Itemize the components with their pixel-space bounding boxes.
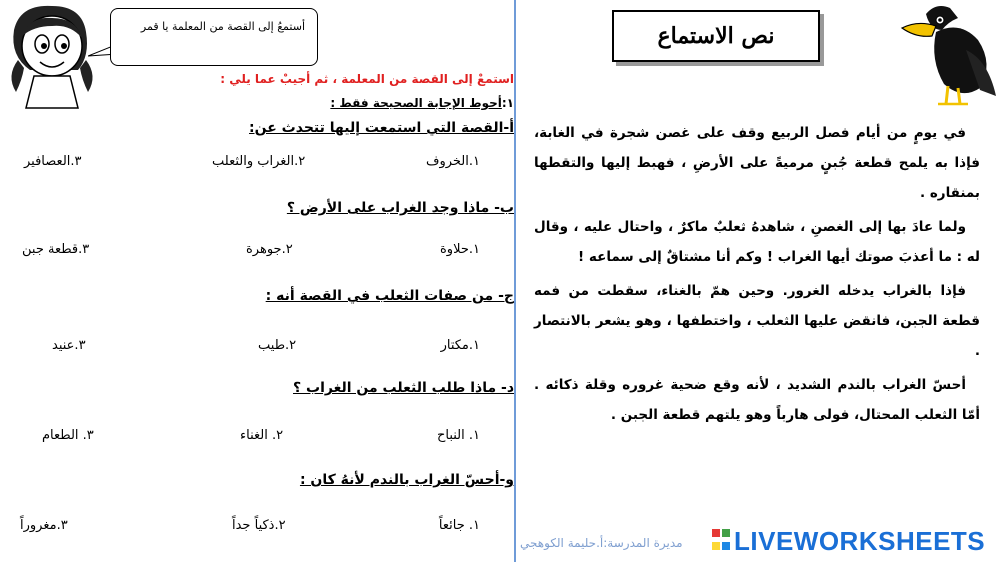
option-d-2[interactable]: ٢. الغناء xyxy=(240,428,284,443)
story-paragraph-4: أحسّ الغراب بالندم الشديد ، لأنه وقع ضحية غروره وقلة ذكائه . أمّا الثعلب المحتال، فولى هارباً وهو يلتهم قطعة الجبن . xyxy=(534,377,980,423)
option-d-1[interactable]: ١. النباح xyxy=(436,428,480,443)
question-c: ج- من صفات الثعلب في القصة أنه : xyxy=(265,288,514,304)
liveworksheets-logo-icon xyxy=(712,529,730,555)
question-d: د- ماذا طلب الثعلب من الغراب ؟ xyxy=(293,380,514,396)
story-paragraph-1: في يومٍ من أيام فصل الربيع وقف على غصن شجرة في الغابة، فإذا به يلمح قطعة جُبنٍ مرميةً على الأرضِ ، فهبط إليها والتقطها بمنقاره . xyxy=(534,125,980,201)
option-b-3[interactable]: ٣.قطعة جبن xyxy=(22,242,90,257)
option-c-1[interactable]: ١.مكتار xyxy=(440,338,480,353)
sub-instruction-number: ١: xyxy=(501,96,514,110)
option-e-1[interactable]: ١. جائعاً xyxy=(438,518,480,533)
option-e-3[interactable]: ٣.مغروراً xyxy=(20,518,68,533)
sub-instruction xyxy=(330,96,514,110)
brand-name: LIVEWORKSHEETS xyxy=(734,526,986,556)
speech-bubble xyxy=(110,8,318,66)
option-e-2[interactable]: ٢.ذكياً جداً xyxy=(232,518,286,533)
liveworksheets-brand xyxy=(712,526,985,557)
question-b: ب- ماذا وجد الغراب على الأرض ؟ xyxy=(286,200,514,216)
page-divider xyxy=(514,0,516,562)
question-e: و-أحسّ الغراب بالندم لأنهُ كان : xyxy=(299,472,514,488)
option-b-2[interactable]: ٢.جوهرة xyxy=(246,242,293,257)
option-c-2[interactable]: ٢.طيب xyxy=(258,338,297,353)
option-a-1[interactable]: ١.الخروف xyxy=(425,154,480,169)
sub-instruction-text: أحوط الإجابة الصحيحة فقط : xyxy=(330,96,502,110)
story-paragraph-2: ولما عادَ بها إلى الغصنِ ، شاهدهُ ثعلبٌ ماكرٌ ، واحتال عليه ، وقال له : ما أعذبَ صوتك أيها الغراب ! وكم أنا مشتاقٌ إلى سماعه ! xyxy=(534,219,980,265)
author-credit: مديرة المدرسة:أ.حليمة الكوهجي xyxy=(520,536,683,550)
option-b-1[interactable]: ١.حلاوة xyxy=(440,242,480,257)
option-a-3[interactable]: ٣.العصافير xyxy=(24,154,82,169)
crow-illustration xyxy=(896,0,1000,112)
option-a-2[interactable]: ٢.الغراب والثعلب xyxy=(212,154,306,169)
story-text xyxy=(534,118,980,434)
story-title-box xyxy=(612,10,820,62)
story-title: نص الاستماع xyxy=(657,23,775,49)
question-a: أ-القصة التي استمعت إليها تتحدث عن: xyxy=(249,120,514,136)
instruction: استمعْ إلى القصة من المعلمة ، ثم أجيبْ عما يلي : xyxy=(220,72,514,86)
option-d-3[interactable]: ٣. الطعام xyxy=(42,428,94,443)
story-paragraph-3: فإذا بالغراب يدخله الغرور. وحين همّ بالغناء، سقطت من فمه قطعة الجبن، فانقض عليها الثعلب ، واختطفها ، وهو يشعر بالانتصار . xyxy=(534,283,980,359)
option-c-3[interactable]: ٣.عنيد xyxy=(52,338,86,353)
speech-bubble-text: أستمعُ إلى القصة من المعلمة يا قمر xyxy=(140,20,305,33)
